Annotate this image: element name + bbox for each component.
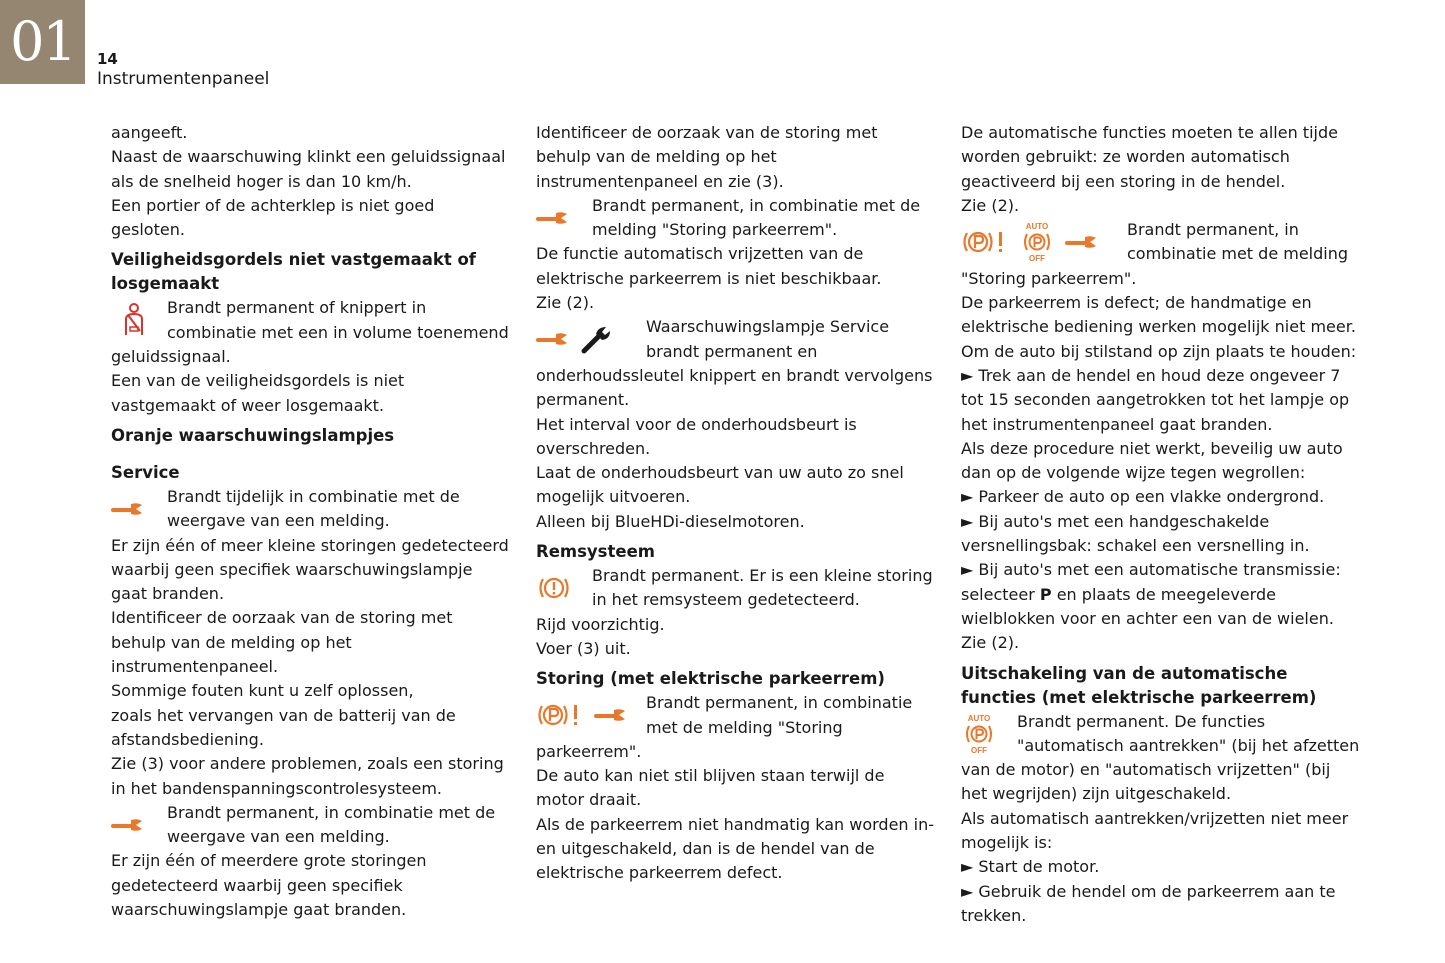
bullet: ► Trek aan de hendel en houd deze ongeveer 7 tot 15 seconden aangetrokken tot het lampje op het instrumentenpaneel gaat branden. (961, 365, 1350, 434)
paragraph: Zie (2). (536, 293, 595, 313)
service-entry-1 (111, 485, 511, 534)
paragraph: Voer (3) uit. (536, 638, 631, 658)
page-number: 14 (97, 50, 118, 68)
paragraph: Het interval voor de onderhoudsbeurt is overschreden. (536, 414, 857, 458)
combo-icons (961, 220, 1117, 264)
auto-off-lead: Brandt permanent. De functies "automatisch aantrekken" (bij het afzetten van de motor) en "automatisch vrijzetten" (bij het wegrijden) zijn uitgeschakeld. (961, 711, 1360, 804)
storing-lead: Brandt permanent, in combinatie met de melding "Storing parkeerrem". (536, 693, 913, 761)
brake-warning-icon (536, 566, 582, 610)
paragraph: Identificeer de oorzaak van de storing met behulp van de melding op het instrumentenpaneel en zie (3). (536, 123, 878, 191)
seatbelt-icon (111, 298, 157, 342)
paragraph: Er zijn één of meer kleine storingen gedetecteerd waarbij geen specifiek waarschuwingslampje gaat branden. (111, 535, 509, 604)
heading-storing: Storing (met elektrische parkeerrem) (536, 669, 885, 689)
paragraph: Zie (2). (961, 195, 1020, 215)
spanner-service-icon (580, 324, 614, 354)
chapter-number-box (0, 0, 85, 84)
column-1 (111, 121, 511, 922)
wrench-icon (1065, 234, 1099, 250)
paragraph: Een portier of de achterklep is niet goed gesloten. (111, 195, 435, 240)
paragraph: Alleen bij BlueHDi-dieselmotoren. (536, 511, 805, 531)
auto-off-icon (961, 712, 1007, 756)
paragraph: De functie automatisch vrijzetten van de elektrische parkeerrem is niet beschikbaar. (536, 244, 882, 288)
storing-entry (536, 691, 936, 764)
auto-off-icon (1019, 221, 1055, 263)
bullet: ► Start de motor. (961, 857, 1100, 877)
svg-text:AUTO: AUTO (1025, 222, 1049, 232)
section-title: Instrumentenpaneel (97, 69, 270, 89)
heading-seatbelts: Veiligheidsgordels niet vastgemaakt of losgemaakt (111, 250, 476, 294)
bullet: ► Gebruik de hendel om de parkeerrem aan te trekken. (961, 881, 1336, 925)
bullet: ► Parkeer de auto op een vlakke ondergrond. (961, 487, 1325, 507)
paragraph: Een van de veiligheidsgordels is niet vastgemaakt of weer losgemaakt. (111, 371, 405, 415)
service-icons (536, 317, 636, 361)
heading-uitschakeling: Uitschakeling van de automatische functies (met elektrische parkeerrem) (961, 663, 1317, 707)
svg-text:AUTO: AUTO (967, 713, 991, 723)
chapter-number: 01 (10, 10, 75, 73)
wrench-icon (594, 707, 628, 723)
paragraph: Identificeer de oorzaak van de storing met behulp van de melding op het instrumentenpaneel. (111, 608, 453, 677)
column-3 (961, 121, 1361, 928)
paragraph: zoals het vervangen van de batterij van de afstandsbediening. (111, 705, 456, 749)
service-spanner-entry (536, 315, 936, 412)
paragraph: De auto kan niet stil blijven staan terwijl de motor draait. (536, 766, 885, 810)
paragraph: Rijd voorzichtig. (536, 614, 665, 634)
paragraph: Als de parkeerrem niet handmatig kan worden in- en uitgeschakeld, dan is de hendel van de elektrische parkeerrem defect. (536, 814, 935, 883)
paragraph: Zie (3) voor andere problemen, zoals een storing in het bandenspanningscontrolesysteem. (111, 754, 504, 798)
service-spanner-lead: Waarschuwingslampje Service brandt permanent en onderhoudssleutel knippert en brandt vervolgens permanent. (536, 317, 933, 410)
combo-lead: Brandt permanent, in combinatie met de melding "Storing parkeerrem". (961, 220, 1349, 288)
wrench-icon (536, 331, 570, 347)
service-entry-2 (111, 801, 511, 850)
storing-icons (536, 693, 636, 737)
heading-service: Service (111, 462, 180, 482)
paragraph: De automatische functies moeten te allen tijde worden gebruikt: ze worden automatisch geactiveerd bij een storing in de hendel. (961, 123, 1338, 191)
bullet: ► Bij auto's met een automatische transmissie: selecteer P en plaats de meegeleverde wielblokken voor en achter een van de wielen. (961, 560, 1341, 628)
service-lead-1: Brandt tijdelijk in combinatie met de weergave van een melding. (167, 486, 460, 531)
seatbelt-lead: Brandt permanent of knippert in combinatie met een in volume toenemend geluidssignaal. (111, 298, 509, 367)
paragraph: Laat de onderhoudsbeurt van uw auto zo snel mogelijk uitvoeren. (536, 463, 904, 507)
paragraph: Er zijn één of meerdere grote storingen gedetecteerd waarbij geen specifiek waarschuwingslampje gaat branden. (111, 851, 427, 920)
svg-text:OFF: OFF (971, 745, 987, 755)
service-lead-2: Brandt permanent, in combinatie met de weergave van een melding. (167, 802, 496, 847)
brake-lead: Brandt permanent. Er is een kleine storing in het remsysteem gedetecteerd. (592, 566, 933, 610)
paragraph: Zie (2). (961, 633, 1020, 653)
wrench-icon (111, 487, 157, 531)
column-2 (536, 121, 936, 886)
wrench-icon (536, 196, 582, 240)
paragraph: De parkeerrem is defect; de handmatige en elektrische bediening werken mogelijk niet meer. (961, 293, 1356, 337)
combo-entry (961, 218, 1361, 291)
paragraph: Als automatisch aantrekken/vrijzetten niet meer mogelijk is: (961, 808, 1349, 853)
parking-brake-fault-icon (536, 700, 584, 730)
paragraph: aangeeft. (111, 123, 188, 142)
wrench-icon (111, 803, 157, 847)
paragraph: Sommige fouten kunt u zelf oplossen, (111, 681, 414, 701)
heading-remsysteem: Remsysteem (536, 542, 655, 562)
wrench-lead: Brandt permanent, in combinatie met de melding "Storing parkeerrem". (592, 195, 921, 240)
bullet: ► Bij auto's met een handgeschakelde versnellingsbak: schakel een versnelling in. (961, 511, 1310, 556)
brake-entry (536, 564, 936, 613)
heading-orange-lamps: Oranje waarschuwingslampjes (111, 425, 395, 445)
auto-off-entry (961, 710, 1361, 807)
paragraph: Als deze procedure niet werkt, beveilig uw auto dan op de volgende wijze tegen wegrollen: (961, 438, 1343, 483)
parking-brake-fault-icon (961, 227, 1009, 257)
svg-text:OFF: OFF (1029, 254, 1045, 264)
paragraph: Om de auto bij stilstand op zijn plaats te houden: (961, 341, 1357, 361)
paragraph: Naast de waarschuwing klinkt een geluidssignaal als de snelheid hoger is dan 10 km/h. (111, 147, 506, 191)
wrench-entry (536, 194, 936, 243)
seatbelt-entry (111, 296, 511, 369)
